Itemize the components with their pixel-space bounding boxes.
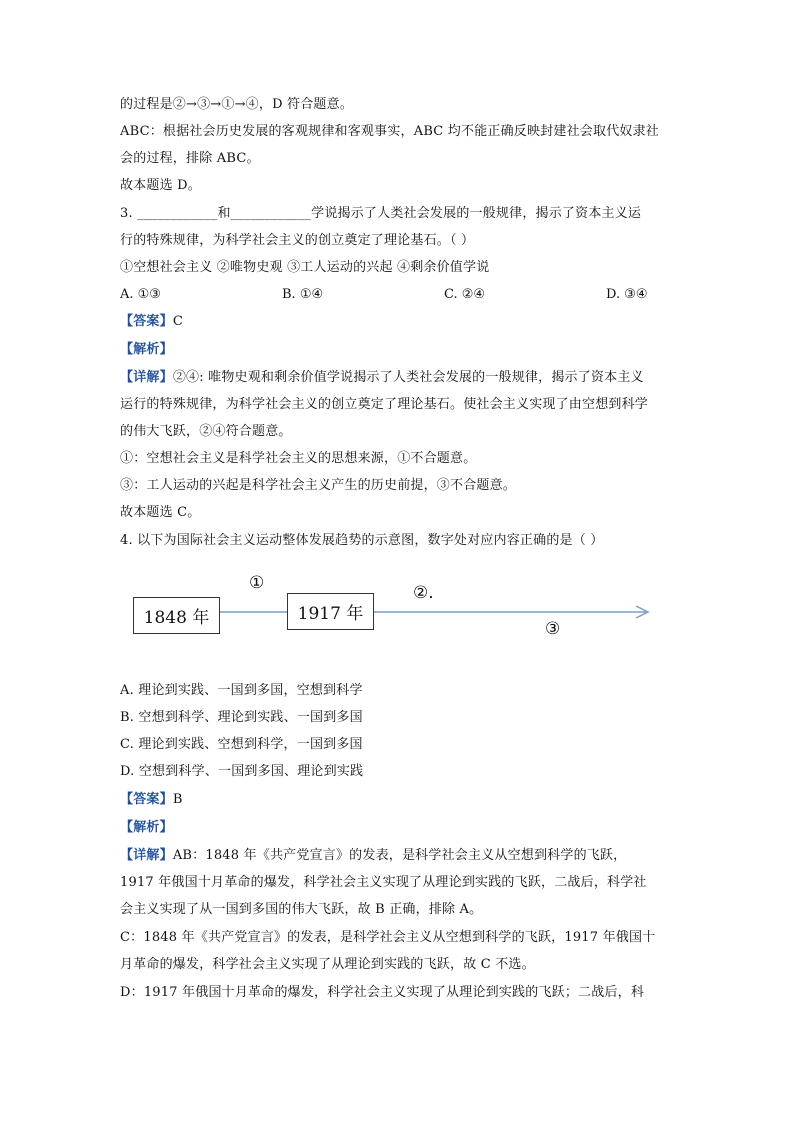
q4-option-b: B. 空想到科学、理论到实践、一国到多国 xyxy=(120,710,363,725)
q4-detail-1 xyxy=(120,846,626,866)
q4-analysis-label: 【解析】 xyxy=(120,820,173,835)
q3-detail-6: 故本题选 C。 xyxy=(120,505,201,520)
q3-detail-1 xyxy=(120,368,644,388)
question-4-stem: 4. 以下为国际社会主义运动整体发展趋势的示意图，数字处对应内容正确的是（ ） xyxy=(120,533,604,548)
answer-value: C xyxy=(172,314,183,329)
line-4: 故本题选 D。 xyxy=(120,178,201,193)
q3-detail-4: ①：空想社会主义是科学社会主义的思想来源，①不合题意。 xyxy=(120,451,477,466)
question-3-items: ①空想社会主义 ②唯物史观 ③工人运动的兴起 ④剩余价值学说 xyxy=(120,260,490,275)
line-1: 的过程是②→③→①→④，D 符合题意。 xyxy=(120,97,354,112)
q3-detail-3: 的伟大飞跃，②④符合题意。 xyxy=(120,424,292,439)
q3-option-d: D. ③④ xyxy=(606,287,648,302)
q3-answer xyxy=(120,312,183,332)
marker-1: ① xyxy=(249,573,265,593)
question-3-stem-1: 3. ____________和____________学说揭示了人类社会发展的一般规律，揭示了资本主义运 xyxy=(120,206,642,221)
marker-3: ③ xyxy=(545,619,561,639)
detail-text: AB：1848 年《共产党宣言》的发表，是科学社会主义从空想到科学的飞跃， xyxy=(172,848,627,863)
q4-detail-5: 月革命的爆发，科学社会主义实现了从理论到实践的飞跃，故 C 不选。 xyxy=(120,957,535,972)
marker-2: ②. xyxy=(413,583,434,603)
q3-detail-5: ③：工人运动的兴起是科学社会主义产生的历史前提，③不合题意。 xyxy=(120,478,517,493)
year-box-1848: 1848 年 xyxy=(133,597,220,634)
timeline-arrow xyxy=(0,580,794,660)
q4-option-c: C. 理论到实践、空想到科学，一国到多国 xyxy=(120,737,363,752)
q4-option-a: A. 理论到实践、一国到多国，空想到科学 xyxy=(120,683,363,698)
q4-detail-4: C：1848 年《共产党宣言》的发表，是科学社会主义从空想到科学的飞跃，1917 年俄国十 xyxy=(120,930,656,945)
q4-answer xyxy=(120,790,183,810)
detail-label: 【详解】 xyxy=(120,370,173,385)
q3-option-c: C. ②④ xyxy=(444,287,486,302)
question-3-stem-2: 行的特殊规律，为科学社会主义的创立奠定了理论基石。（ ） xyxy=(120,233,475,248)
q3-analysis-label: 【解析】 xyxy=(120,342,173,357)
answer-label: 【答案】 xyxy=(120,792,173,807)
detail-label: 【详解】 xyxy=(120,848,173,863)
answer-label: 【答案】 xyxy=(120,314,173,329)
q3-detail-2: 运行的特殊规律，为科学社会主义的创立奠定了理论基石。使社会主义实现了由空想到科学 xyxy=(120,397,649,412)
line-3: 会的过程，排除 ABC。 xyxy=(120,151,260,166)
q3-option-a: A. ①③ xyxy=(120,287,161,302)
q4-detail-3: 会主义实现了从一国到多国的伟大飞跃，故 B 正确，排除 A。 xyxy=(120,902,483,917)
detail-text: ②④: 唯物史观和剩余价值学说揭示了人类社会发展的一般规律，揭示了资本主义 xyxy=(172,370,644,385)
line-2: ABC：根据社会历史发展的客观规律和客观事实，ABC 均不能正确反映封建社会取代奴隶社 xyxy=(120,124,659,139)
q4-option-d: D. 空想到科学、一国到多国、理论到实践 xyxy=(120,764,364,779)
answer-value: B xyxy=(172,792,183,807)
q4-detail-2: 1917 年俄国十月革命的爆发，科学社会主义实现了从理论到实践的飞跃，二战后，科学社 xyxy=(120,875,647,890)
q4-detail-6: D：1917 年俄国十月革命的爆发，科学社会主义实现了从理论到实践的飞跃；二战后，科 xyxy=(120,985,645,1000)
year-box-1917: 1917 年 xyxy=(287,593,374,630)
q3-option-b: B. ①④ xyxy=(282,287,324,302)
